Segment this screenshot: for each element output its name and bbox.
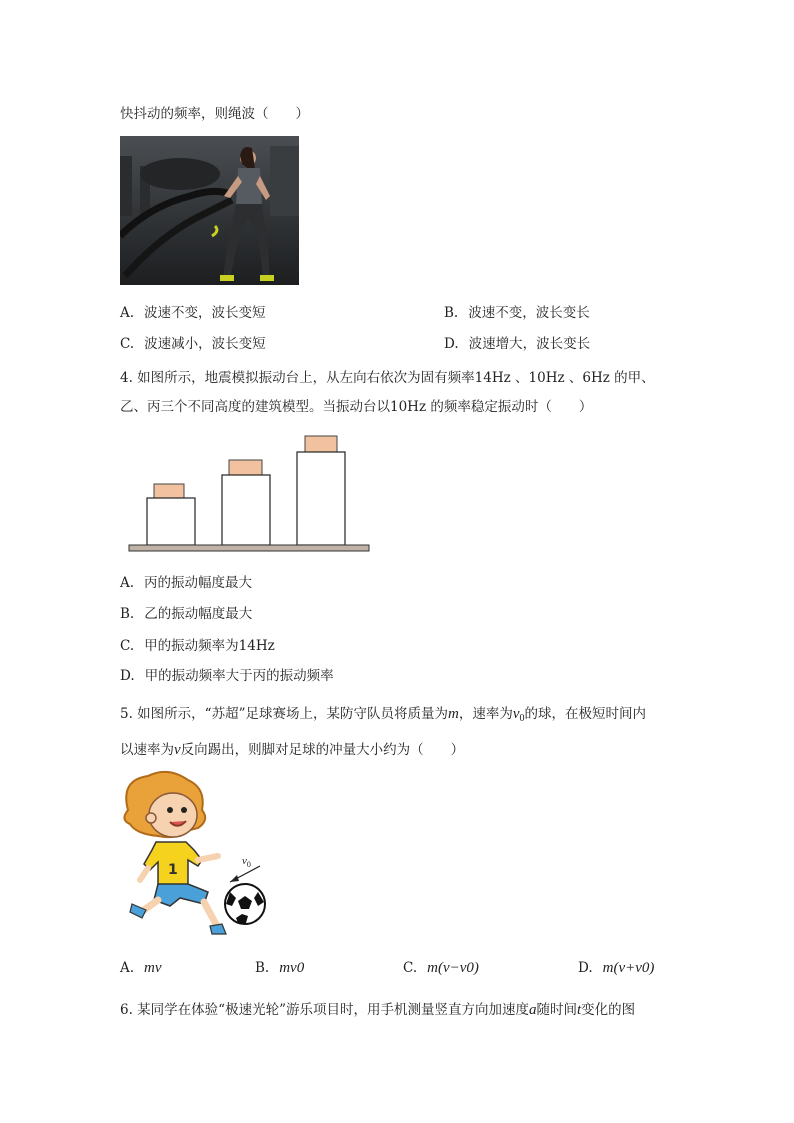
q4-option-c: C. 甲的振动频率为14Hz [120, 638, 275, 654]
q3-option-a: A. 波速不变，波长变短 [120, 305, 266, 321]
battle-rope-photo [120, 136, 299, 285]
q4-option-a: A. 丙的振动幅度最大 [120, 575, 253, 591]
q5-option-c: C. m(v−v0) [403, 960, 479, 976]
q6-stem-line-1: 6. 某同学在体验“极速光轮”游乐项目时，用手机测量竖直方向加速度a随时间t变化的图 [120, 1002, 636, 1018]
q5-option-a: A. mv [120, 960, 162, 976]
model-yi-top [229, 460, 262, 475]
q5-option-d: D. m(v+v0) [578, 960, 655, 976]
symbol-t: t [576, 1002, 582, 1018]
model-jia [147, 498, 195, 545]
q3-option-c: C. 波速减小，波长变短 [120, 336, 266, 352]
symbol-v: v [174, 742, 181, 758]
model-yi [222, 475, 270, 545]
model-bing-top [305, 436, 337, 452]
q5-stem-line-1: 5. 如图所示，“苏超”足球赛场上，某防守队员将质量为m，速率为$v_0$的球，在极短时间内 [120, 706, 646, 724]
boy-kicking-ball-figure [118, 770, 278, 940]
symbol-a: a [528, 1002, 537, 1018]
q4-option-d: D. 甲的振动频率大于丙的振动频率 [120, 668, 334, 684]
velocity-label: $v_0$ [242, 855, 251, 869]
q5-stem-line-2: 以速率为v反向踢出，则脚对足球的冲量大小约为（ ） [120, 742, 465, 758]
q3-option-b: B. 波速不变，波长变长 [444, 305, 590, 321]
symbol-m: m [447, 706, 459, 722]
model-jia-top [154, 484, 184, 498]
vibration-platform [129, 545, 369, 551]
q4-stem-line-2: 乙、丙三个不同高度的建筑模型。当振动台以10Hz 的频率稳定振动时（ ） [120, 399, 593, 415]
soccer-ball [225, 884, 265, 924]
model-bing [297, 452, 345, 545]
svg-text:1: 1 [168, 862, 178, 878]
symbol-v0: $v_0$ [512, 706, 525, 724]
q4-stem-line-1: 4. 如图所示，地震模拟振动台上，从左向右依次为固有频率14Hz 、10Hz 、6Hz 的甲、 [120, 370, 655, 386]
q4-option-b: B. 乙的振动幅度最大 [120, 606, 253, 622]
building-models-figure [126, 434, 372, 554]
q3-stem-tail: 快抖动的频率，则绳波（ ） [120, 106, 309, 122]
q5-option-b: B. mv0 [255, 960, 305, 976]
q3-option-d: D. 波速增大，波长变长 [444, 336, 591, 352]
